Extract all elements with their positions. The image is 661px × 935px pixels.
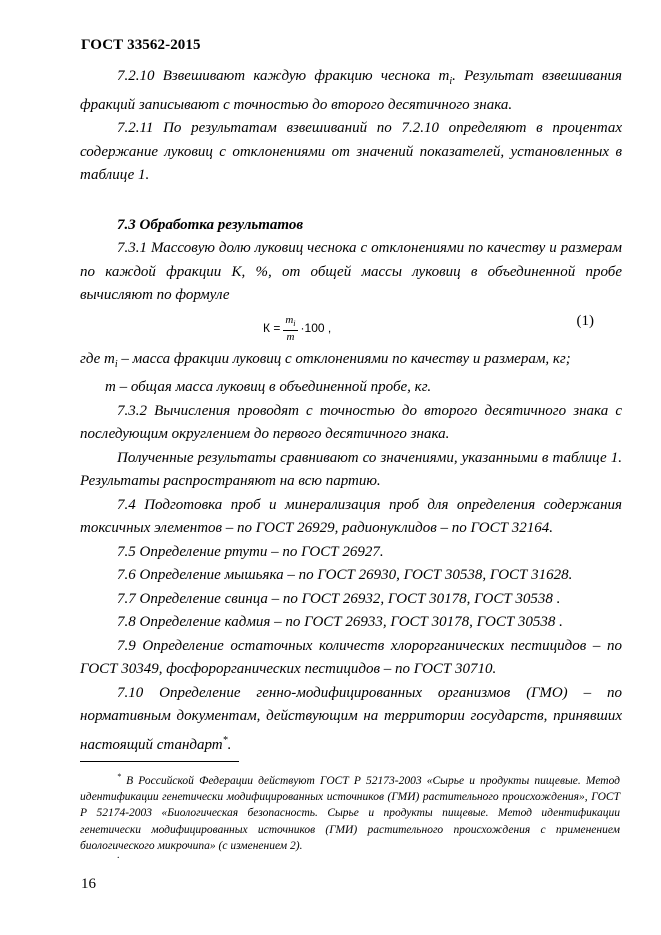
paragraph-7-9: 7.9 Определение остаточных количеств хлорорганических пестицидов – по ГОСТ 30349, фосфорорганических пестицидов – по ГОСТ 30710. — [80, 637, 622, 677]
paragraph-7-8: 7.8 Определение кадмия – по ГОСТ 26933, ГОСТ 30178, ГОСТ 30538 . — [117, 614, 563, 630]
document-header: ГОСТ 33562-2015 — [81, 37, 201, 53]
formula-legend-m: m – общая масса луковиц в объединенной пробе, кг. — [105, 379, 432, 395]
numerator-subscript: i — [293, 318, 296, 328]
formula-rhs: ·100 , — [300, 320, 332, 335]
formula-number: (1) — [576, 312, 594, 329]
main-content — [80, 65, 622, 757]
legend-subscript: i — [114, 358, 118, 370]
paragraph-7-10 — [80, 682, 622, 758]
footnote-divider — [80, 761, 239, 762]
paragraph-text: . Результат взвешивания фракций записывают с точностью до второго десятичного знака. — [80, 68, 622, 113]
legend-text: где m — [80, 350, 115, 367]
stray-dot: . — [117, 850, 120, 861]
spacer — [80, 188, 622, 214]
formula — [263, 314, 331, 344]
paragraph-text: 7.2.10 Взвешивают каждую фракцию чеснока m — [117, 68, 450, 84]
paragraph-7-3-2: 7.3.2 Вычисления проводят с точностью до второго десятичного знака с последующим округлением до первого десятичного знака. — [80, 402, 622, 442]
paragraph-7-5: 7.5 Определение ртути – по ГОСТ 26927. — [117, 543, 384, 560]
formula-denominator: m — [286, 330, 295, 343]
legend-text: – масса фракции луковиц с отклонениями по качеству и размерам, кг; — [117, 350, 571, 367]
paragraph-results: Полученные результаты сравнивают со значениями, указанными в таблице 1. Результаты распространяют на всю партию. — [80, 449, 622, 489]
page-number: 16 — [81, 876, 96, 892]
paragraph-7-4: 7.4 Подготовка проб и минерализация проб для определения содержания токсичных элементов – по ГОСТ 26929, радионуклидов – по ГОСТ 32164. — [80, 496, 622, 536]
paragraph-7-2-11: 7.2.11 По результатам взвешиваний по 7.2.10 определяют в процентах содержание луковиц с отклонениями от значений показателей, установленных в таблице 1. — [80, 120, 622, 183]
paragraph-text: 7.10 Определение генно-модифицированных организмов (ГМО) – по нормативным документам, действующим на территории государств, принявших настоящий стандарт — [80, 684, 622, 753]
formula-numerator — [283, 314, 297, 331]
paragraph-7-7: 7.7 Определение свинца – по ГОСТ 26932, ГОСТ 30178, ГОСТ 30538 . — [117, 590, 561, 607]
subscript: i — [449, 76, 453, 87]
formula-fraction — [283, 314, 297, 344]
paragraph-7-6: 7.6 Определение мышьяка – по ГОСТ 26930, ГОСТ 30538, ГОСТ 31628. — [117, 567, 573, 583]
paragraph-7-2-10 — [80, 65, 622, 117]
footnote — [80, 769, 620, 854]
footnote-reference: * — [222, 734, 228, 746]
formula-block — [80, 308, 622, 348]
footnote-mark: * — [117, 772, 121, 781]
paragraph-7-3-1: 7.3.1 Массовую долю луковиц чеснока с отклонениями по качеству и размерам по каждой фракции К, %, от общей массы луковиц в объединенной пробе вычисляют по формуле — [80, 240, 622, 303]
paragraph-text: . — [227, 736, 232, 753]
formula-lhs: К = — [263, 320, 281, 335]
section-title: 7.3 Обработка результатов — [117, 216, 304, 233]
formula-legend-mi — [80, 348, 622, 377]
numerator-symbol: m — [285, 313, 294, 326]
footnote-text: В Российской Федерации действуют ГОСТ Р 52173-2003 «Сырье и продукты пищевые. Метод идентификации генетически модифицированных источников (ГМИ) растительного происхождения», ГОСТ Р 52174-2003 «Биологическая безопасность. Сырье и продукты пищевые. Метод идентификации генетически модифицированных источников (ГМИ) растительного происхождения с применением биологического микрочипа» (с изменением 2). — [80, 774, 620, 853]
